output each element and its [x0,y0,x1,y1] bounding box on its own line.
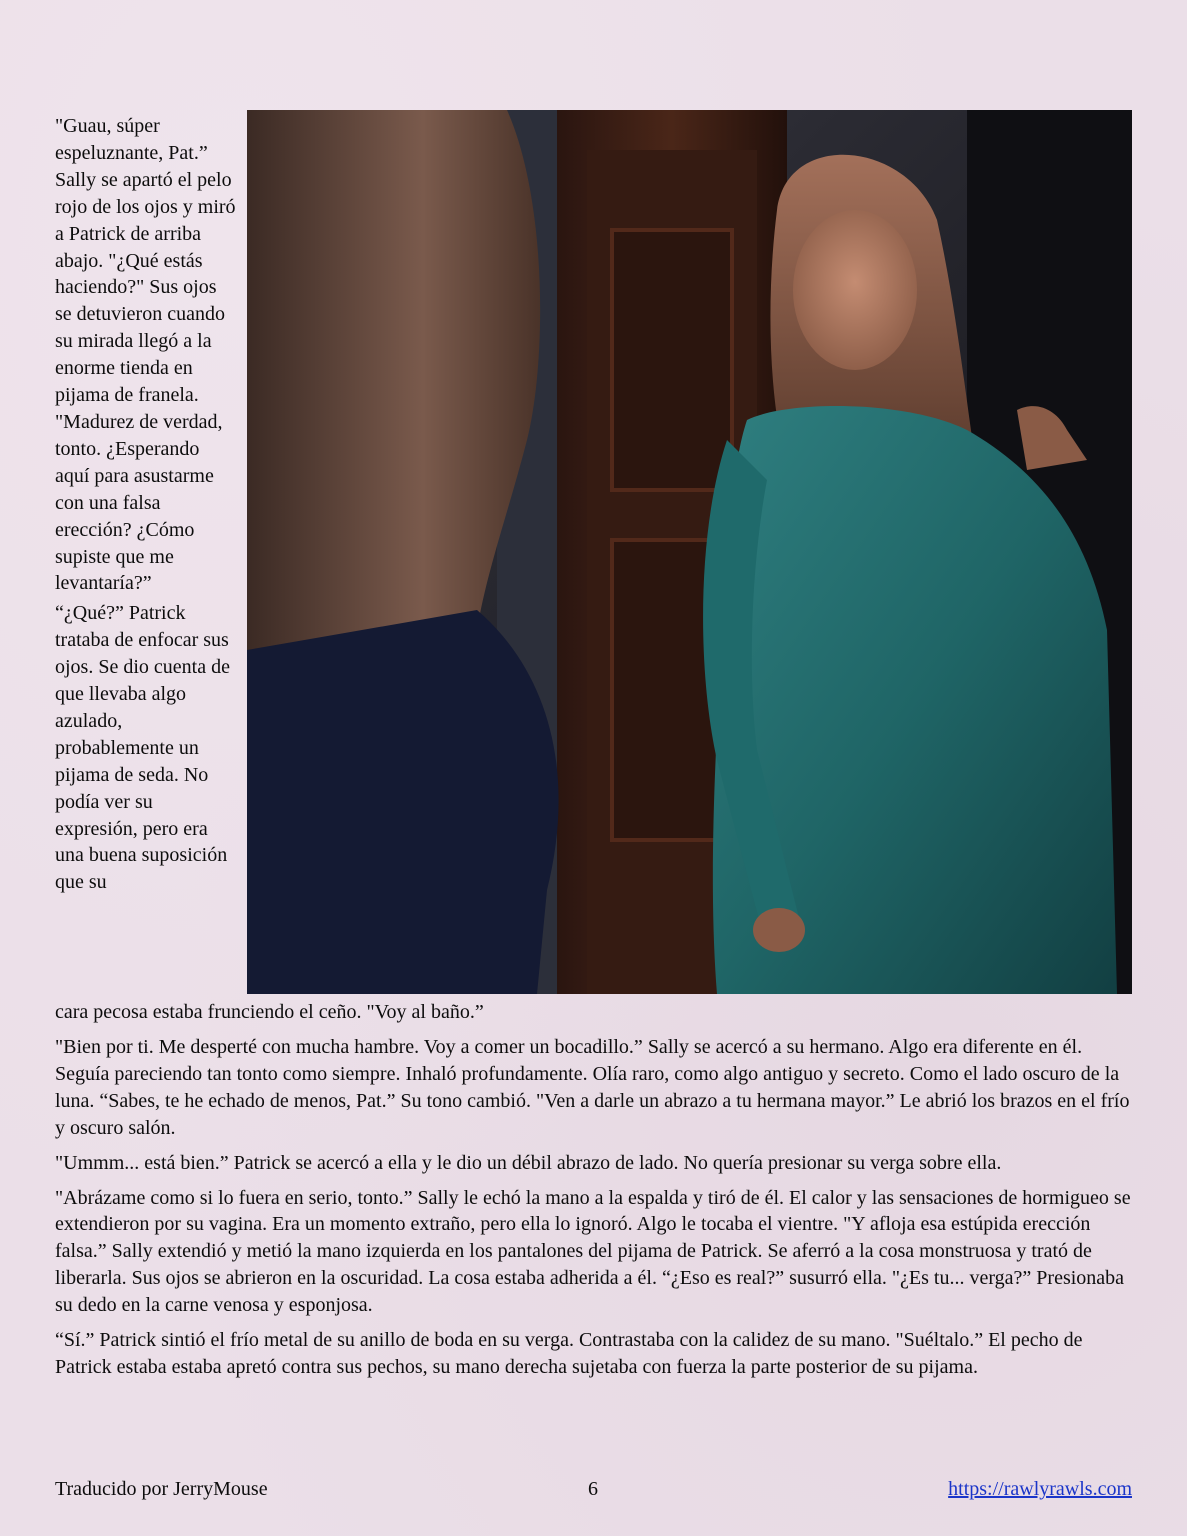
side-column-text [55,113,237,899]
paragraph: "Abrázame como si lo fuera en serio, tonto.” Sally le echó la mano a la espalda y tiró de él. El calor y las sensaciones de hormigueo se extendieron por su vagina. Era un momento extraño, pero ella lo ignoró. Algo le tocaba el vientre. "Y afloja esa estúpida erección falsa.” Sally extendió y metió la mano izquierda en los pantalones del pijama de Patrick. Se aferró a la cosa monstruosa y trató de liberarla. Sus ojos se abrieron en la oscuridad. La cosa estaba adherida a él. “¿Eso es real?” susurró ella. "¿Es tu... verga?” Presionaba su dedo en la carne venosa y esponjosa. [55,1186,1131,1317]
website-link[interactable]: https://rawlyrawls.com [948,1478,1132,1500]
paragraph: "Bien por ti. Me desperté con mucha hambre. Voy a comer un bocadillo.” Sally se acercó a su hermano. Algo era diferente en él. Seguía pareciendo tan tonto como siempre. Inhaló profundamente. Olía raro, como algo antiguo y secreto. Como el lado oscuro de la luna. “Sabes, te he echado de menos, Pat.” Su tono cambió. "Ven a darle un abrazo a tu hermana mayor.” Le abrió los brazos en el frío y oscuro salón. [55,1036,1130,1139]
side-paragraph: “¿Qué?” Patrick trataba de enfocar sus ojos. Se dio cuenta de que llevaba algo azulado, probablemente un pijama de seda. No podía ver su expresión, pero era una buena suposición que su [55,602,230,894]
paragraph: “Sí.” Patrick sintió el frío metal de su anillo de boda en su verga. Contrastaba con la calidez de su mano. "Suéltalo.” El pecho de Patrick estaba estaba apretó contra sus pechos, su mano derecha sujetaba con fuerza la parte posterior de su pijama. [55,1329,1083,1378]
page-footer [55,1478,1132,1506]
paragraph: "Ummm... está bien.” Patrick se acercó a ella y le dio un débil abrazo de lado. No quería presionar su verga sobre ella. [55,1151,1002,1174]
story-illustration [247,110,1132,994]
side-paragraph: "Guau, súper espeluznante, Pat.” Sally se apartó el pelo rojo de los ojos y miró a Patrick de arriba abajo. "¿Qué estás haciendo?" Sus ojos se detuvieron cuando su mirada llegó a la enorme tienda en pijama de franela. "Madurez de verdad, tonto. ¿Esperando aquí para asustarme con una falsa erección? ¿Cómo supiste que me levantaría?” [55,115,236,595]
continued-line: cara pecosa estaba frunciendo el ceño. "Voy al baño.” [55,1001,484,1023]
translator-credit: Traducido por JerryMouse [55,1478,268,1500]
body-text [55,1034,1135,1389]
page-number: 6 [588,1478,598,1500]
